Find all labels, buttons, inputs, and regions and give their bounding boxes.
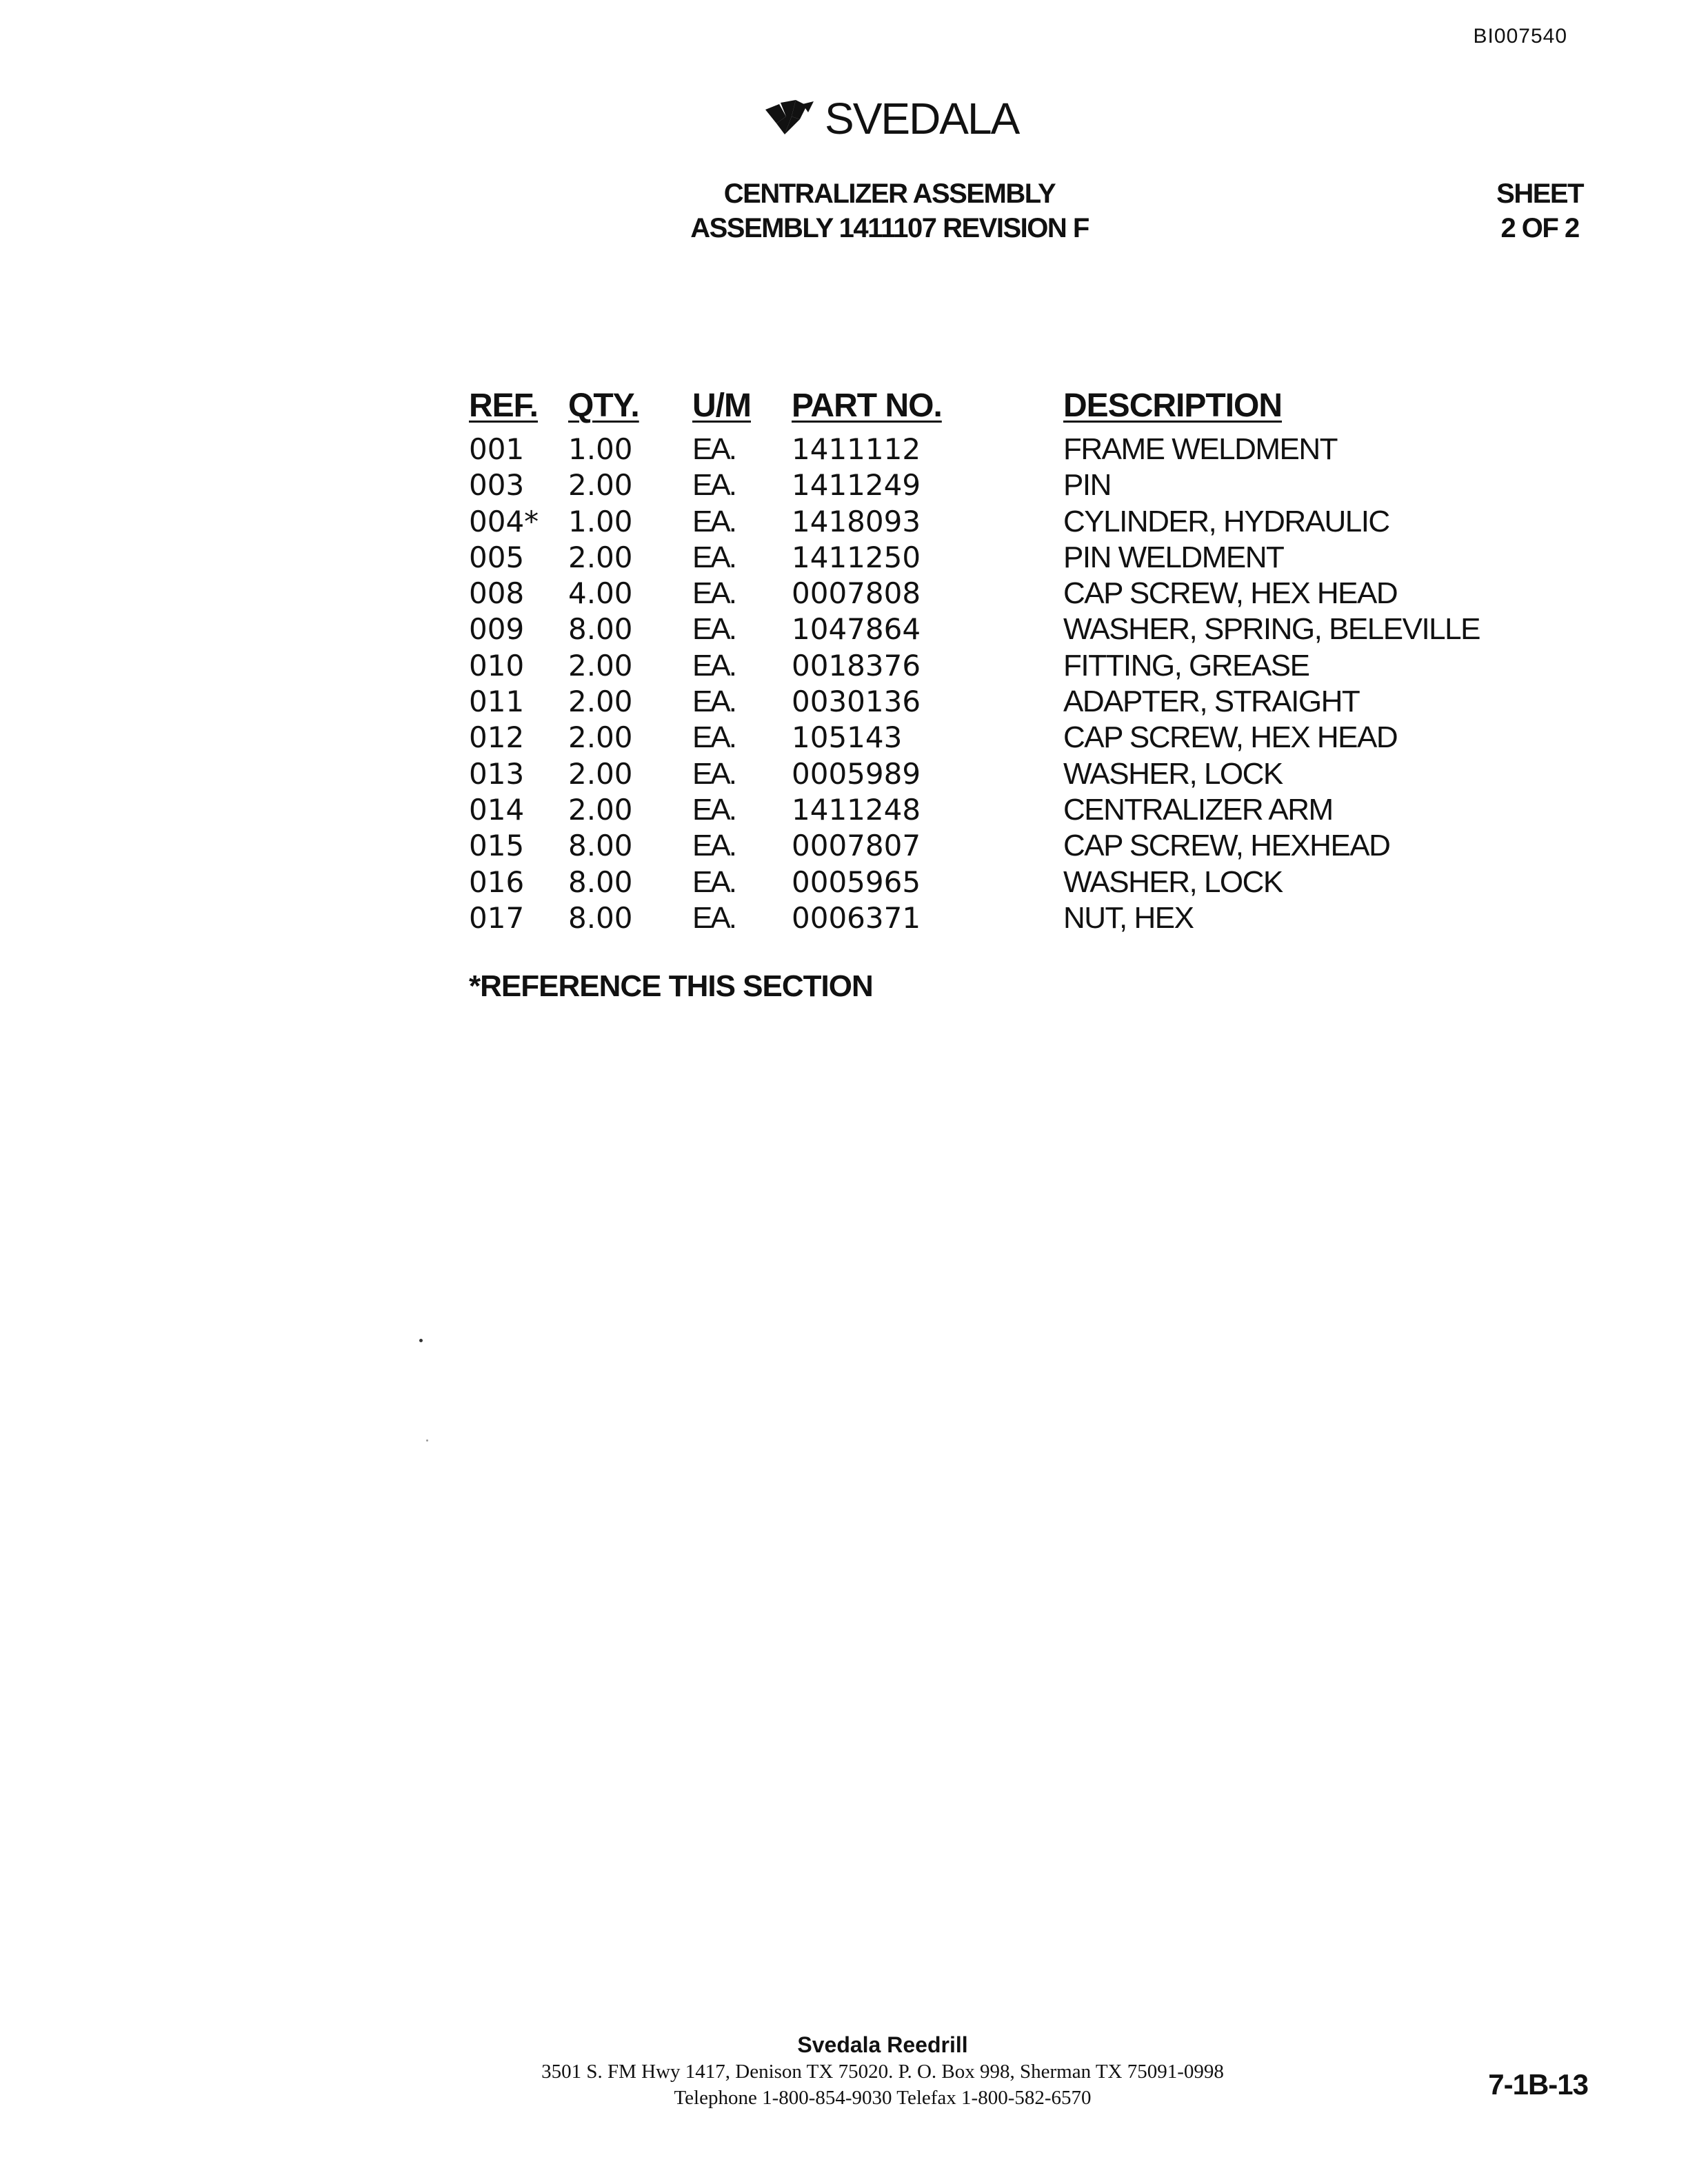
cell-part-no: 0018376 [792, 648, 921, 682]
cell-qty: 8.00 [568, 865, 633, 899]
cell-qty: 2.00 [568, 468, 633, 503]
header-ref: REF. [469, 387, 539, 424]
cell-description: WASHER, LOCK [1063, 865, 1283, 899]
cell-ref: 017 [469, 900, 525, 935]
cell-qty: 2.00 [568, 756, 633, 791]
table-row [469, 720, 1491, 756]
cell-um: EA. [692, 540, 735, 574]
cell-part-no: 0007808 [792, 576, 921, 611]
cell-qty: 1.00 [568, 504, 633, 538]
sheet-indicator [1496, 176, 1583, 245]
reference-note: *REFERENCE THIS SECTION [469, 969, 873, 1003]
cell-ref: 016 [469, 865, 525, 899]
cell-description: WASHER, SPRING, BELEVILLE [1063, 612, 1480, 647]
cell-part-no: 1047864 [792, 612, 921, 647]
cell-part-no: 105143 [792, 720, 903, 755]
header-description: DESCRIPTION [1063, 387, 1283, 424]
cell-description: PIN [1063, 468, 1111, 503]
cell-description: CYLINDER, HYDRAULIC [1063, 504, 1389, 538]
cell-description: WASHER, LOCK [1063, 756, 1283, 791]
cell-um: EA. [692, 612, 735, 647]
cell-um: EA. [692, 432, 735, 466]
cell-description: CAP SCREW, HEX HEAD [1063, 576, 1398, 611]
cell-ref: 014 [469, 792, 525, 827]
table-header [469, 378, 1491, 425]
cell-um: EA. [692, 792, 735, 827]
footer [400, 2031, 1365, 2111]
cell-qty: 2.00 [568, 685, 633, 719]
cell-qty: 2.00 [568, 540, 633, 574]
cell-ref: 005 [469, 540, 525, 574]
table-row [469, 648, 1491, 684]
cell-um: EA. [692, 720, 735, 755]
cell-um: EA. [692, 756, 735, 791]
svedala-logo [764, 94, 1019, 143]
cell-description: ADAPTER, STRAIGHT [1063, 685, 1360, 719]
cell-description: CENTRALIZER ARM [1063, 792, 1333, 827]
title-line-1: CENTRALIZER ASSEMBLY [723, 179, 1056, 209]
table-row [469, 611, 1491, 647]
table-row [469, 504, 1491, 540]
cell-qty: 2.00 [568, 792, 633, 827]
cell-part-no: 0005989 [792, 756, 921, 791]
table-row [469, 865, 1491, 900]
title-line-2: ASSEMBLY 1411107 REVISION F [690, 213, 1089, 243]
cell-um: EA. [692, 865, 735, 899]
cell-qty: 8.00 [568, 829, 633, 863]
table-row [469, 432, 1491, 467]
cell-ref: 003 [469, 468, 525, 503]
cell-um: EA. [692, 648, 735, 682]
cell-part-no: 1411250 [792, 540, 921, 574]
table-row [469, 540, 1491, 576]
table-row [469, 756, 1491, 792]
cell-qty: 1.00 [568, 432, 633, 466]
cell-part-no: 1411249 [792, 468, 921, 503]
table-row [469, 467, 1491, 503]
page-number: 7-1B-13 [1488, 2068, 1588, 2101]
cell-description: FRAME WELDMENT [1063, 432, 1337, 466]
cell-ref: 012 [469, 720, 525, 755]
cell-ref: 013 [469, 756, 525, 791]
cell-ref: 011 [469, 685, 525, 719]
cell-um: EA. [692, 504, 735, 538]
footer-phone: Telephone 1-800-854-9030 Telefax 1-800-582-6570 [674, 2087, 1092, 2109]
cell-part-no: 0007807 [792, 829, 921, 863]
cell-ref: 009 [469, 612, 525, 647]
table-body [469, 432, 1491, 936]
cell-ref: 010 [469, 648, 525, 682]
scan-speck [419, 1339, 423, 1342]
cell-ref: 001 [469, 432, 525, 466]
cell-ref: 008 [469, 576, 525, 611]
cell-um: EA. [692, 576, 735, 611]
table-row [469, 576, 1491, 611]
assembly-title [621, 176, 1158, 245]
cell-ref: 015 [469, 829, 525, 863]
cell-description: FITTING, GREASE [1063, 648, 1309, 682]
cell-part-no: 1418093 [792, 504, 921, 538]
cell-qty: 4.00 [568, 576, 633, 611]
cell-description: CAP SCREW, HEX HEAD [1063, 720, 1398, 755]
table-row [469, 900, 1491, 936]
cell-description: NUT, HEX [1063, 900, 1194, 935]
cell-part-no: 1411248 [792, 792, 921, 827]
parts-table [469, 378, 1491, 936]
svedala-diamond-logo-icon [764, 100, 822, 137]
header-um: U/M [692, 387, 751, 424]
header-qty: QTY. [568, 387, 639, 424]
footer-address: 3501 S. FM Hwy 1417, Denison TX 75020. P. O. Box 998, Sherman TX 75091-0998 [541, 2061, 1224, 2083]
footer-company: Svedala Reedrill [797, 2032, 968, 2057]
cell-qty: 8.00 [568, 900, 633, 935]
cell-um: EA. [692, 829, 735, 863]
cell-description: CAP SCREW, HEXHEAD [1063, 829, 1390, 863]
cell-part-no: 0006371 [792, 900, 921, 935]
cell-um: EA. [692, 900, 735, 935]
cell-ref: 004* [469, 504, 539, 538]
scan-speck [426, 1439, 428, 1442]
header-part-no: PART NO. [792, 387, 942, 424]
sheet-value: 2 OF 2 [1500, 213, 1579, 243]
cell-part-no: 0030136 [792, 685, 921, 719]
table-row [469, 828, 1491, 864]
logo-wordmark: SVEDALA [825, 94, 1019, 143]
cell-qty: 2.00 [568, 648, 633, 682]
cell-qty: 2.00 [568, 720, 633, 755]
document-id: BI007540 [1473, 25, 1567, 48]
cell-um: EA. [692, 468, 735, 503]
sheet-label: SHEET [1496, 179, 1583, 209]
table-row [469, 792, 1491, 828]
table-row [469, 684, 1491, 720]
cell-part-no: 1411112 [792, 432, 921, 466]
cell-part-no: 0005965 [792, 865, 921, 899]
cell-description: PIN WELDMENT [1063, 540, 1284, 574]
cell-um: EA. [692, 685, 735, 719]
cell-qty: 8.00 [568, 612, 633, 647]
